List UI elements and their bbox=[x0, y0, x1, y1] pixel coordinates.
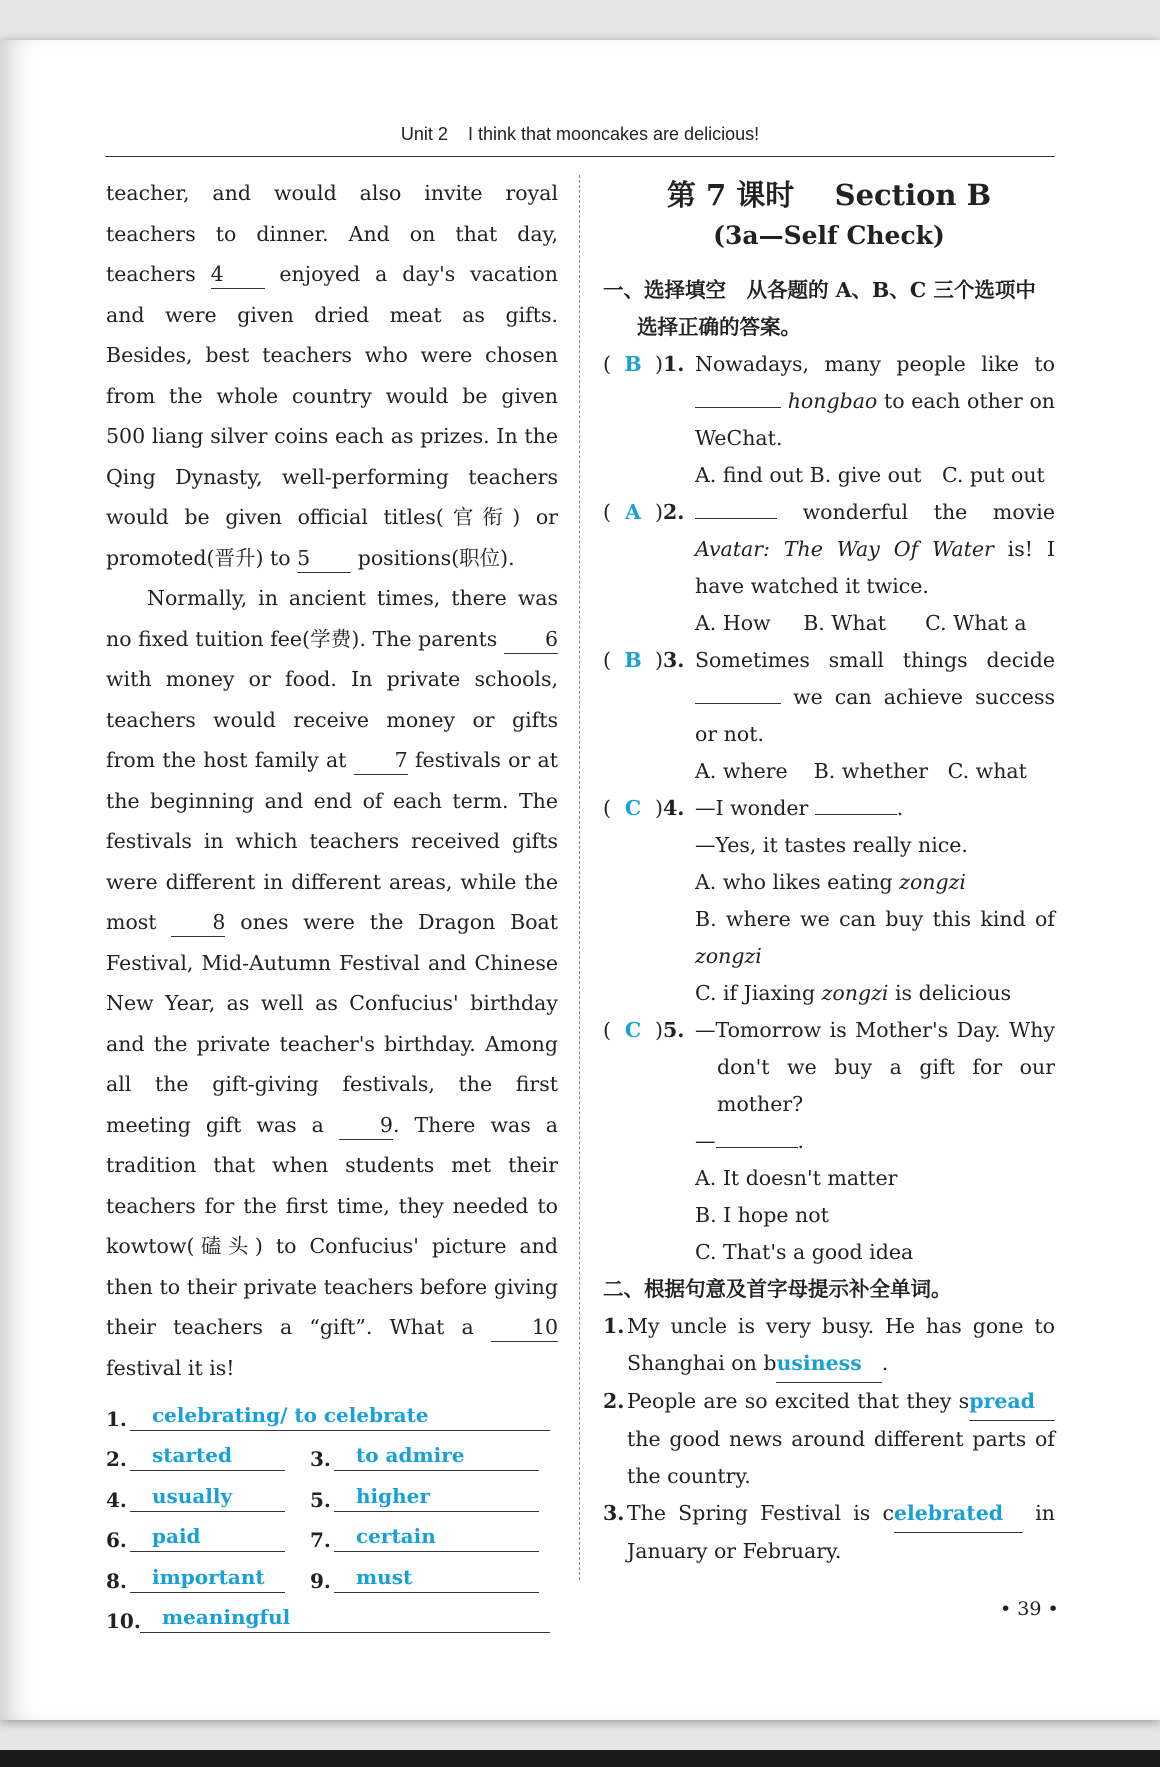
answer-row bbox=[106, 1471, 558, 1512]
question-number: 2. bbox=[603, 1389, 625, 1413]
question-line: wonderful the movie bbox=[802, 500, 1055, 524]
answer-blank bbox=[695, 385, 781, 408]
answer-item bbox=[310, 1521, 539, 1552]
question-line: —Tomorrow is Mother's Day. Why don't we buy a gift for our mother? bbox=[695, 1018, 1055, 1116]
question-text bbox=[695, 346, 1055, 457]
option-text: is delicious bbox=[894, 981, 1012, 1005]
question-answer: B bbox=[624, 648, 642, 672]
answer-number: 2. bbox=[106, 1447, 127, 1471]
question-bracket: ( C )5. bbox=[603, 1012, 691, 1049]
passage-text: ones were the Dragon Boat Festival, Mid-Autumn Festival and Chinese New Year, as well as Confucius' birthday and the private teacher's birthday. Among all the gift-giving festivals, the first meeting gift was a bbox=[106, 910, 558, 1137]
passage-text: positions(职位). bbox=[357, 545, 515, 570]
option-a: A. How bbox=[695, 611, 771, 635]
italic-term: zongzi bbox=[899, 870, 966, 894]
fill-question-1 bbox=[603, 1308, 1055, 1383]
question-4 bbox=[603, 790, 1055, 1012]
answer-number: 4. bbox=[106, 1487, 127, 1512]
passage-text: festivals or at the beginning and end of each term. The festivals in which teachers received gifts were different in different areas, while the most bbox=[106, 748, 558, 934]
answer-item bbox=[106, 1562, 285, 1593]
option-a: A. where bbox=[695, 759, 788, 783]
answer-number: 9. bbox=[310, 1568, 331, 1593]
question-options bbox=[695, 753, 1055, 790]
answer-row bbox=[106, 1431, 558, 1472]
answer-item bbox=[310, 1481, 539, 1512]
answer-number: 3. bbox=[310, 1447, 331, 1471]
blank-4: 4 bbox=[211, 260, 265, 289]
option-b: B. What bbox=[803, 611, 887, 635]
header-rule bbox=[105, 156, 1055, 157]
passage-text: . There was a tradition that when students met their teachers for the first time, they needed to kowtow(磕头) to Confucius' picture and then to their private teachers before giving their teachers a “gift”. What a bbox=[106, 1112, 558, 1339]
question-options: A. find out B. give out C. put out bbox=[695, 463, 1045, 487]
right-column bbox=[603, 168, 1055, 1570]
section-name: Section B bbox=[834, 178, 992, 212]
header-unit: Unit 2 bbox=[400, 124, 448, 144]
question-answer: C bbox=[624, 1018, 642, 1042]
answer-item bbox=[310, 1562, 539, 1593]
answer-row bbox=[106, 1593, 558, 1634]
question-text bbox=[695, 1012, 1055, 1123]
header-title: I think that mooncakes are delicious! bbox=[467, 124, 760, 144]
question-bracket: ( A )2. bbox=[603, 494, 691, 531]
answer-blank bbox=[815, 792, 897, 815]
passage-paragraph-1 bbox=[106, 173, 558, 578]
question-number: 1. bbox=[663, 352, 685, 376]
question-bracket: ( B )1. bbox=[603, 346, 691, 383]
blank-10: 10 bbox=[491, 1313, 558, 1342]
dash: — bbox=[695, 1129, 716, 1153]
option-c: C. That's a good idea bbox=[695, 1240, 914, 1264]
answer-number: 7. bbox=[310, 1528, 331, 1552]
italic-term: Avatar: The Way Of Water bbox=[695, 537, 994, 561]
option-c bbox=[695, 975, 1055, 1012]
answer-text: to admire bbox=[334, 1440, 539, 1471]
question-number: 4. bbox=[663, 796, 685, 820]
question-text bbox=[627, 1383, 1055, 1495]
question-1 bbox=[603, 346, 1055, 494]
italic-term: zongzi bbox=[695, 944, 762, 968]
passage-paragraph-2 bbox=[106, 578, 558, 1388]
question-line: —I wonder bbox=[695, 796, 809, 820]
answer-number: 8. bbox=[106, 1568, 127, 1593]
filled-word: usiness bbox=[776, 1345, 881, 1383]
question-line: we can achieve success or not. bbox=[695, 685, 1055, 746]
answer-row bbox=[106, 1512, 558, 1553]
question-line: My uncle is very busy. He has gone to Shanghai on b bbox=[627, 1314, 1055, 1375]
answer-text: must bbox=[334, 1562, 539, 1593]
question-line: . bbox=[881, 1351, 889, 1375]
answer-text: meaningful bbox=[140, 1602, 550, 1633]
question-line: People are so excited that they s bbox=[627, 1389, 970, 1413]
answer-number: 5. bbox=[310, 1487, 331, 1512]
passage-text: enjoyed a day's vacation and were given dried meat as gifts. Besides, best teachers who were chosen from the whole country would be given 500 liang silver coins each as prizes. In the Qing Dynasty, well-performing teachers would be given official titles(官衔) or promoted(晋升) to bbox=[106, 262, 558, 570]
part1-title-line: 一、选择填空 从各题的 A、B、C 三个选项中 bbox=[603, 278, 1036, 302]
blank-9: 9 bbox=[339, 1111, 393, 1140]
option-text: C. if Jiaxing bbox=[695, 981, 816, 1005]
blank-5: 5 bbox=[297, 544, 351, 573]
filled-word: pread bbox=[969, 1383, 1055, 1421]
question-number: 3. bbox=[663, 648, 685, 672]
option-b: B. whether bbox=[813, 759, 929, 783]
question-text bbox=[695, 494, 1055, 605]
running-header bbox=[105, 124, 1055, 145]
question-line: The Spring Festival is c bbox=[627, 1501, 894, 1525]
part1-title bbox=[603, 272, 1055, 346]
question-line: Sometimes small things decide bbox=[695, 648, 1055, 672]
left-column bbox=[106, 173, 558, 1633]
question-reply: — . bbox=[695, 1123, 1055, 1160]
answer-number: 1. bbox=[106, 1406, 127, 1431]
question-number: 3. bbox=[603, 1501, 625, 1525]
answer-text: usually bbox=[130, 1481, 285, 1512]
lesson-subtitle: (3a—Self Check) bbox=[713, 221, 945, 250]
question-text: —I wonder . bbox=[695, 790, 1055, 827]
option-text: A. who likes eating bbox=[695, 870, 893, 894]
question-bracket: ( C )4. bbox=[603, 790, 691, 827]
fill-question-2 bbox=[603, 1383, 1055, 1495]
option-b: B. I hope not bbox=[695, 1203, 829, 1227]
part2-title: 二、根据句意及首字母提示补全单词。 bbox=[603, 1277, 952, 1301]
question-number: 2. bbox=[663, 500, 685, 524]
answer-text: paid bbox=[130, 1521, 285, 1552]
option-b bbox=[695, 901, 1055, 975]
filled-word: elebrated bbox=[894, 1495, 1023, 1533]
bottom-bar bbox=[0, 1750, 1160, 1767]
column-divider bbox=[579, 175, 580, 1580]
question-line: Nowadays, many people like to bbox=[695, 352, 1055, 376]
italic-term: hongbao bbox=[787, 389, 878, 413]
question-number: 1. bbox=[603, 1314, 625, 1338]
answer-text: started bbox=[130, 1440, 285, 1471]
question-line: in January or February. bbox=[627, 1501, 1055, 1563]
answer-blank bbox=[716, 1125, 798, 1148]
option-text: B. where we can buy this kind of bbox=[695, 907, 1055, 931]
answer-item bbox=[106, 1440, 285, 1471]
blank-7: 7 bbox=[354, 746, 408, 775]
question-reply: —Yes, it tastes really nice. bbox=[695, 833, 968, 857]
passage-text: festival it is! bbox=[106, 1355, 235, 1380]
fill-question-3 bbox=[603, 1495, 1055, 1570]
passage-text: Normally, in ancient times, there was no fixed tuition fee(学费). The parents bbox=[106, 586, 558, 651]
option-c: C. What a bbox=[925, 611, 1027, 635]
answer-text: important bbox=[130, 1562, 285, 1593]
answer-item bbox=[106, 1400, 550, 1431]
blank-8: 8 bbox=[171, 908, 225, 937]
passage-text: with money or food. In private schools, teachers would receive money or gifts from the host family at bbox=[106, 667, 558, 772]
question-line: the good news around different parts of the country. bbox=[627, 1427, 1055, 1488]
question-number: 5. bbox=[663, 1018, 685, 1042]
lesson-number: 第 7 课时 bbox=[666, 178, 795, 212]
answer-text: certain bbox=[334, 1521, 539, 1552]
part1-title-line: 选择正确的答案。 bbox=[637, 315, 801, 339]
page-number: • 39 • bbox=[1000, 1598, 1059, 1620]
answer-item bbox=[106, 1602, 550, 1633]
question-2 bbox=[603, 494, 1055, 642]
answer-item bbox=[106, 1521, 285, 1552]
blank-6: 6 bbox=[504, 625, 558, 654]
question-text bbox=[627, 1495, 1055, 1570]
answer-number: 6. bbox=[106, 1528, 127, 1552]
question-answer: C bbox=[624, 796, 642, 820]
question-options bbox=[695, 605, 1055, 642]
answer-item bbox=[310, 1440, 539, 1471]
answer-text: higher bbox=[334, 1481, 539, 1512]
question-5 bbox=[603, 1012, 1055, 1271]
question-bracket: ( B )3. bbox=[603, 642, 691, 679]
passage-text: teacher, and would also invite royal teachers to dinner. And on that day, teachers bbox=[106, 181, 558, 286]
answer-item bbox=[106, 1481, 285, 1512]
answer-lines bbox=[106, 1390, 558, 1633]
answer-text: celebrating/ to celebrate bbox=[130, 1400, 550, 1431]
answer-row bbox=[106, 1552, 558, 1593]
answer-blank bbox=[695, 681, 781, 704]
answer-number: 10. bbox=[106, 1609, 141, 1633]
answer-row bbox=[106, 1390, 558, 1431]
question-line: is! I have watched it twice. bbox=[695, 537, 1055, 598]
question-line: to each other on WeChat. bbox=[695, 389, 1055, 450]
question-3 bbox=[603, 642, 1055, 790]
option-a: A. It doesn't matter bbox=[695, 1166, 898, 1190]
question-text bbox=[695, 642, 1055, 753]
lesson-title bbox=[603, 174, 1055, 216]
option-c: C. what bbox=[947, 759, 1027, 783]
answer-blank bbox=[695, 496, 777, 519]
italic-term: zongzi bbox=[821, 981, 889, 1005]
question-answer: B bbox=[624, 352, 642, 376]
question-answer: A bbox=[625, 500, 641, 524]
question-text bbox=[627, 1308, 1055, 1383]
option-a bbox=[695, 864, 1055, 901]
